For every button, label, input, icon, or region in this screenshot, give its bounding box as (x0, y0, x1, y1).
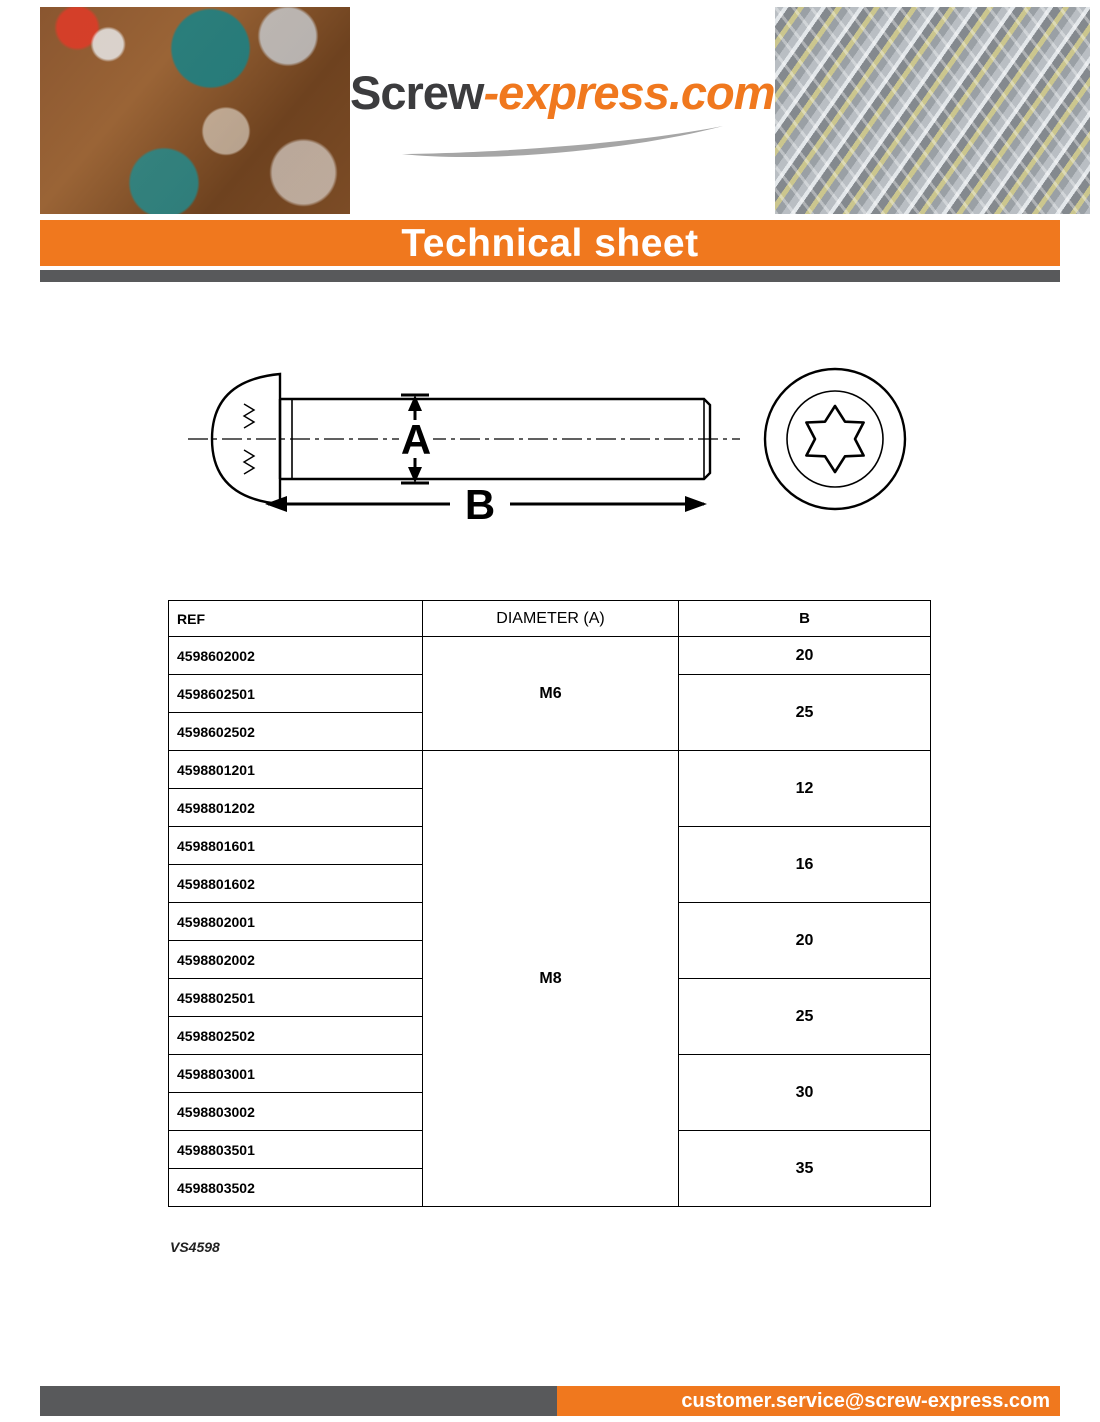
footer-email-link[interactable]: customer.service@screw-express.com (681, 1389, 1050, 1412)
ref-cell: 4598803002 (169, 1093, 423, 1131)
diameter-cell: M6 (423, 637, 679, 751)
logo-swoosh-icon (397, 122, 727, 162)
technical-drawing (0, 354, 1100, 554)
table-row (169, 637, 931, 675)
table-header-row (169, 601, 931, 637)
dimension-a-label: A (400, 416, 432, 463)
b-cell: 20 (679, 637, 931, 675)
diameter-cell: M8 (423, 751, 679, 1207)
ref-cell: 4598803001 (169, 1055, 423, 1093)
header-diameter: DIAMETER (A) (423, 601, 679, 637)
logo-text (350, 66, 775, 119)
banner-technical-sheet (40, 220, 1060, 266)
b-cell: 12 (679, 751, 931, 827)
b-cell: 25 (679, 675, 931, 751)
logo-text-secondary: -express.com (483, 66, 775, 119)
banner-title: Technical sheet (401, 221, 699, 265)
header-photo-right (775, 7, 1090, 214)
ref-cell: 4598802501 (169, 979, 423, 1017)
b-cell: 30 (679, 1055, 931, 1131)
ref-cell: 4598802502 (169, 1017, 423, 1055)
header-b: B (679, 601, 931, 637)
footer-gray-band (40, 1386, 557, 1416)
b-cell: 35 (679, 1131, 931, 1207)
ref-cell: 4598602502 (169, 713, 423, 751)
ref-cell: 4598801201 (169, 751, 423, 789)
ref-cell: 4598801202 (169, 789, 423, 827)
logo (350, 7, 775, 162)
ref-cell: 4598801602 (169, 865, 423, 903)
ref-cell: 4598803501 (169, 1131, 423, 1169)
table-row (169, 751, 931, 789)
footnote-version: VS4598 (170, 1239, 220, 1255)
ref-cell: 4598802001 (169, 903, 423, 941)
b-cell: 16 (679, 827, 931, 903)
header-ref: REF (169, 601, 423, 637)
ref-cell: 4598602002 (169, 637, 423, 675)
footer (40, 1386, 1060, 1416)
header-photo-left (40, 7, 350, 214)
spec-table-wrap (168, 600, 930, 1207)
spec-table (168, 600, 931, 1207)
b-cell: 20 (679, 903, 931, 979)
ref-cell: 4598602501 (169, 675, 423, 713)
banner-underline (40, 270, 1060, 282)
dimension-b-label: B (464, 481, 496, 528)
logo-text-primary: Screw (350, 66, 484, 119)
b-cell: 25 (679, 979, 931, 1055)
header (0, 0, 1100, 214)
screw-front-view (765, 369, 905, 509)
screw-drawing (180, 354, 920, 554)
ref-cell: 4598801601 (169, 827, 423, 865)
spec-table-body (169, 637, 931, 1207)
ref-cell: 4598802002 (169, 941, 423, 979)
ref-cell: 4598803502 (169, 1169, 423, 1207)
footer-email-band (557, 1386, 1060, 1416)
